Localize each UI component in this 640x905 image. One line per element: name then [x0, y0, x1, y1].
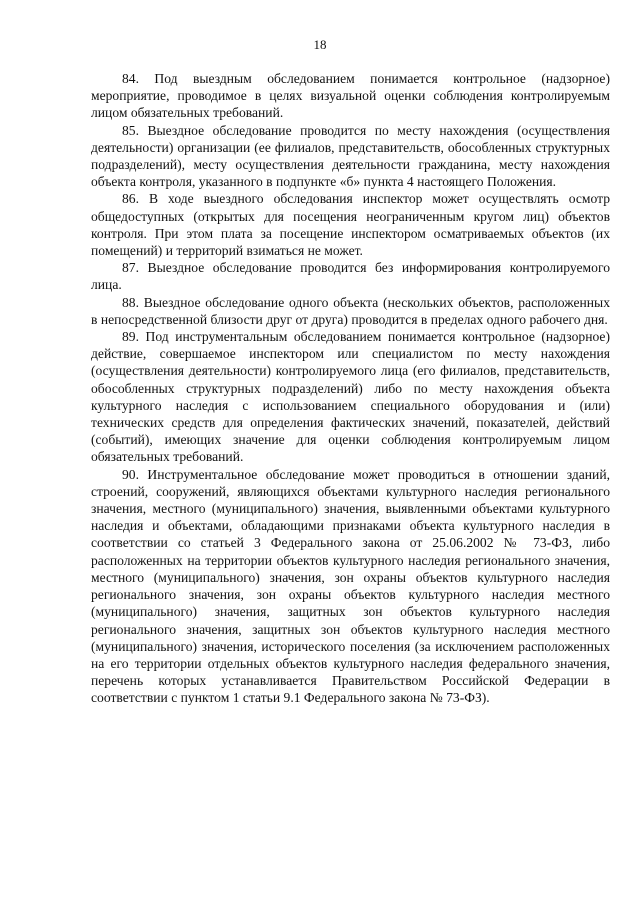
paragraph-89: 89. Под инструментальным обследованием понимается контрольное (надзорное) действие, совершаемое инспектором или специалистом по месту нахождения (осуществления деятельности) контролируемого лица (его филиалов, представительств, обособленных структурных подразделений) либо по месту нахождения объекта культурного наследия с использованием специального оборудования и (или) технических средств для определения фактических значений, показателей, действий (событий), имеющих значение для оценки соблюдения контролируемым лицом обязательных требований. [91, 329, 610, 465]
page-number: 18 [313, 37, 327, 52]
paragraph-90: 90. Инструментальное обследование может проводиться в отношении зданий, строений, сооружений, являющихся объектами культурного наследия регионального значения, местного (муниципального) значения, выявленными объектами культурного наследия и объектами, обладающими признаками объекта культурного наследия в соответствии со статьей 3 Федерального закона от 25.06.2002 № 73-ФЗ, либо расположенных на территории объектов культурного наследия регионального значения, местного (муниципального) значения, зон охраны объектов культурного наследия регионального значения, зон охраны объектов культурного наследия местного (муниципального) значения, защитных зон объектов культурного наследия регионального значения, защитных зон объектов культурного наследия местного (муниципального) значения, исторического поселения (за исключением расположенных на его территории отдельных объектов культурного наследия федерального значения, перечень которых устанавливается Правительством Российской Федерации в соответствии с пунктом 1 статьи 9.1 Федерального закона № 73-ФЗ). [91, 466, 610, 706]
paragraph-84: 84. Под выездным обследованием понимается контрольное (надзорное) мероприятие, проводимое в целях визуальной оценки соблюдения контролируемым лицом обязательных требований. [91, 71, 610, 121]
paragraph-87: 87. Выездное обследование проводится без информирования контролируемого лица. [91, 260, 610, 293]
paragraph-88: 88. Выездное обследование одного объекта (нескольких объектов, расположенных в непосредственной близости друг от друга) проводится в пределах одного рабочего дня. [91, 294, 610, 327]
paragraph-85: 85. Выездное обследование проводится по месту нахождения (осуществления деятельности) организации (ее филиалов, представительств, обособленных структурных подразделений), месту осуществления деятельности гражданина, месту нахождения объекта контроля, указанного в подпункте «б» пункта 4 настоящего Положения. [91, 122, 610, 190]
document-body [91, 70, 610, 707]
paragraph-86: 86. В ходе выездного обследования инспектор может осуществлять осмотр общедоступных (открытых для посещения неограниченным кругом лиц) объектов контроля. При этом плата за посещение инспектором осматриваемых объектов (их помещений) и территорий взиматься не может. [91, 191, 610, 259]
